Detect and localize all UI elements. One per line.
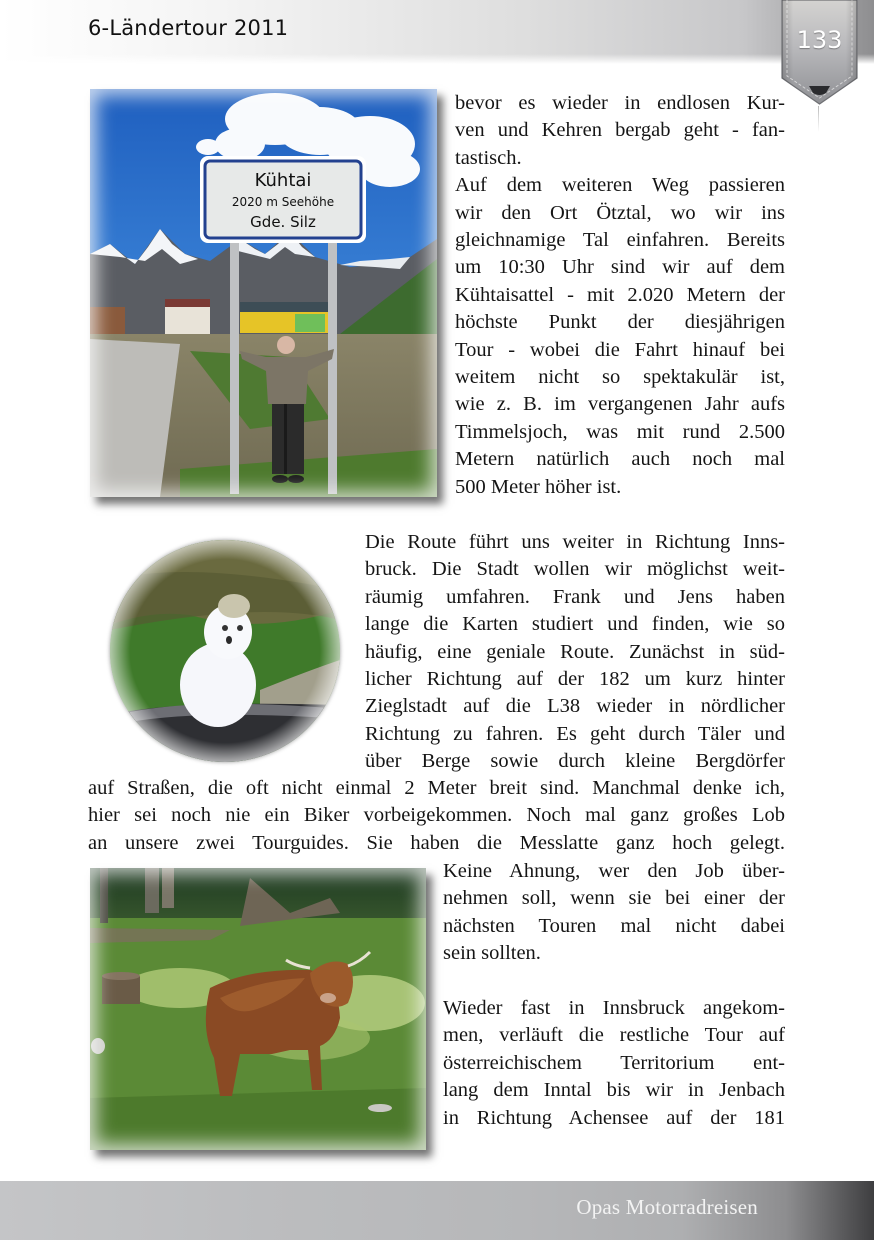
text-line: Tour - wobei die Fahrt hinauf bei bbox=[455, 338, 785, 361]
text-line: licher Richtung auf der 182 um kurz hinter bbox=[365, 668, 785, 691]
text-line: Kühtaisattel - mit 2.020 Metern der bbox=[455, 283, 785, 306]
text-line: höchste Punkt der diesjährigen bbox=[455, 311, 785, 334]
page-header bbox=[0, 0, 874, 64]
footer-publication-name: Opas Motorradreisen bbox=[576, 1195, 758, 1219]
text-line: 500 Meter höher ist. bbox=[455, 475, 622, 498]
text-line: lang dem Inntal bis wir in Jenbach bbox=[443, 1079, 785, 1102]
text-line: Die Route führt uns weiter in Richtung Inns- bbox=[365, 531, 785, 553]
text-line: Metern natürlich auch noch mal bbox=[455, 448, 785, 471]
kuehtai-sign-photo bbox=[90, 89, 437, 497]
text-block-4 bbox=[443, 858, 785, 968]
page-footer bbox=[0, 1181, 874, 1240]
sign-line-2: 2020 m Seehöhe bbox=[231, 195, 335, 209]
text-line: Zieglstadt auf die L38 wieder in nördlicher bbox=[365, 695, 785, 718]
page-number: 133 bbox=[796, 26, 843, 54]
photo-snowman bbox=[110, 540, 340, 762]
ribbon-thread bbox=[818, 106, 819, 132]
text-line: um 10:30 Uhr sind wir auf dem bbox=[455, 256, 785, 279]
text-block-1 bbox=[455, 90, 785, 501]
photo-highland-cow bbox=[90, 868, 426, 1150]
text-line: Auf dem weiteren Weg passieren bbox=[455, 174, 785, 197]
text-line: wie z. B. im vergangenen Jahr aufs bbox=[455, 393, 785, 416]
text-block-3 bbox=[88, 775, 785, 857]
sign-line-3: Gde. Silz bbox=[250, 213, 316, 231]
snowman-photo bbox=[110, 540, 340, 762]
text-line: häufig, eine geniale Route. Zunächst in süd- bbox=[365, 640, 785, 663]
photo-kuehtai-sign bbox=[90, 89, 437, 497]
text-line: tastisch. bbox=[455, 146, 522, 169]
text-line: wir den Ort Ötztal, wo wir ins bbox=[455, 201, 785, 224]
text-line: weitem nicht so spektakulär ist, bbox=[455, 366, 785, 389]
text-line: räumig umfahren. Frank und Jens haben bbox=[365, 585, 785, 608]
highland-cow-photo bbox=[90, 868, 426, 1150]
text-line: auf Straßen, die oft nicht einmal 2 Meter breit sind. Manchmal denke ich, bbox=[88, 777, 785, 799]
text-line: über Berge sowie durch kleine Bergdörfer bbox=[365, 750, 785, 773]
text-line: bevor es wieder in endlosen Kur- bbox=[455, 92, 785, 114]
text-line: Wieder fast in Innsbruck angekom- bbox=[443, 997, 785, 1019]
text-line: an unsere zwei Tourguides. Sie haben die Messlatte ganz hoch gelegt. bbox=[88, 831, 785, 854]
text-line: gleichnamige Tal einfahren. Bereits bbox=[455, 229, 785, 252]
text-line: ven und Kehren bergab geht - fan- bbox=[455, 119, 785, 142]
text-line: lange die Karten studiert und finden, wie so bbox=[365, 613, 785, 636]
text-block-2 bbox=[365, 529, 785, 776]
text-line: sein sollten. bbox=[443, 942, 541, 965]
text-line: Keine Ahnung, wer den Job über- bbox=[443, 860, 785, 882]
sign-line-1: Kühtai bbox=[254, 170, 312, 191]
text-line: Richtung zu fahren. Es geht durch Täler und bbox=[365, 722, 785, 745]
text-block-5 bbox=[443, 995, 785, 1132]
text-line: nehmen soll, wenn sie bei einer der bbox=[443, 887, 785, 910]
text-line: hier sei noch nie ein Biker vorbeigekommen. Noch mal ganz großes Lob bbox=[88, 804, 785, 827]
text-line: in Richtung Achensee auf der 181 bbox=[443, 1106, 785, 1129]
text-line: österreichischem Territorium ent- bbox=[443, 1051, 785, 1074]
text-line: nächsten Touren mal nicht dabei bbox=[443, 914, 785, 937]
text-line: men, verläuft die restliche Tour auf bbox=[443, 1024, 785, 1047]
text-line: Timmelsjoch, was mit rund 2.500 bbox=[455, 420, 785, 443]
text-line: bruck. Die Stadt wollen wir möglichst weit- bbox=[365, 558, 785, 581]
chapter-title: 6-Ländertour 2011 bbox=[88, 16, 289, 40]
